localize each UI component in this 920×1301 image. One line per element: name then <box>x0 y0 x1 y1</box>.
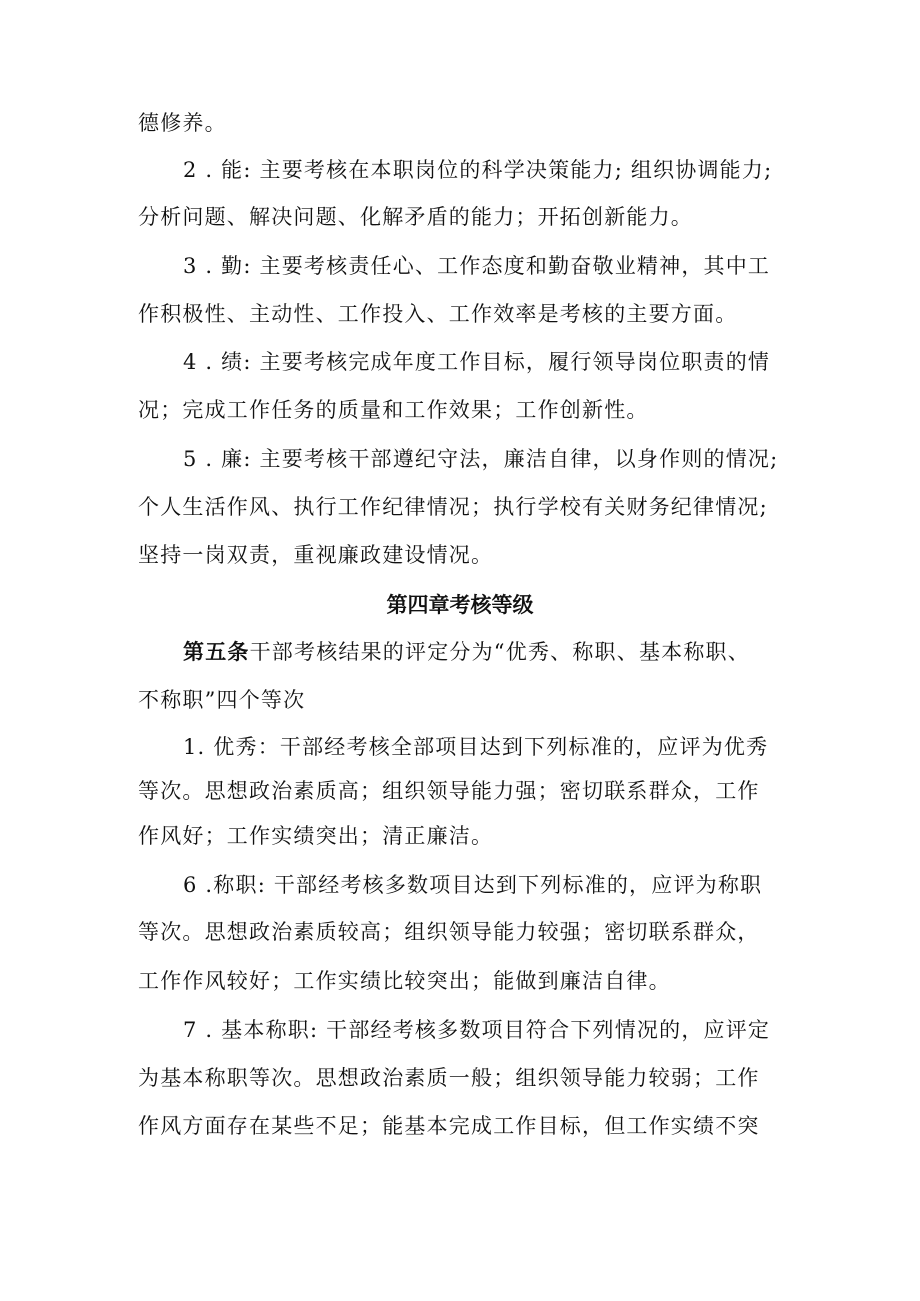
paragraph-line: 6 .称职: 干部经考核多数项目达到下列标准的，应评为称职 <box>183 873 763 897</box>
paragraph-line: 4 . 绩: 主要考核完成年度工作目标，履行领导岗位职责的情 <box>183 350 771 374</box>
article-label: 第五条 <box>183 640 250 664</box>
paragraph-line: 德修养。 <box>138 111 227 135</box>
paragraph-line: 3 . 勤: 主要考核责任心、工作态度和勤奋敬业精神，其中工 <box>183 254 771 278</box>
paragraph-line: 坚持一岗双责，重视廉政建设情况。 <box>138 543 494 567</box>
article-line <box>183 637 798 667</box>
article-text: 干部考核结果的评定分为“优秀、称职、基本称职、 <box>249 640 750 664</box>
paragraph-line: 况；完成工作任务的质量和工作效果；工作创新性。 <box>138 398 649 422</box>
paragraph-line: 为基本称职等次。思想政治素质一般；组织领导能力较弱；工作 <box>138 1066 760 1090</box>
paragraph-line: 等次。思想政治素质较高；组织领导能力较强；密切联系群众， <box>138 920 760 944</box>
paragraph-line: 作风好；工作实绩突出；清正廉洁。 <box>138 824 494 848</box>
paragraph-line: 作风方面存在某些不足；能基本完成工作目标，但工作实绩不突 <box>138 1114 760 1138</box>
paragraph-line: 分析问题、解决问题、化解矛盾的能力；开拓创新能力。 <box>138 205 693 229</box>
paragraph-line: 等次。思想政治素质高；组织领导能力强；密切联系群众，工作 <box>138 779 760 803</box>
paragraph-line: 5 . 廉: 主要考核干部遵纪守法，廉洁自律，以身作则的情况; <box>183 447 779 471</box>
paragraph-line: 工作作风较好；工作实绩比较突出；能做到廉洁自律。 <box>138 969 671 993</box>
paragraph-line: 个人生活作风、执行工作纪律情况；执行学校有关财务纪律情况; <box>138 495 768 519</box>
paragraph-line: 2 . 能: 主要考核在本职岗位的科学决策能力; 组织协调能力; <box>183 158 773 182</box>
chapter-heading: 第四章考核等级 <box>386 593 534 617</box>
paragraph-line: 7 . 基本称职: 干部经考核多数项目符合下列情况的，应评定 <box>183 1018 771 1042</box>
paragraph-line: 作积极性、主动性、工作投入、工作效率是考核的主要方面。 <box>138 302 738 326</box>
paragraph-line: 1. 优秀：干部经考核全部项目达到下列标准的，应评为优秀 <box>183 735 769 759</box>
paragraph-line: 不称职”四个等次 <box>138 688 306 712</box>
